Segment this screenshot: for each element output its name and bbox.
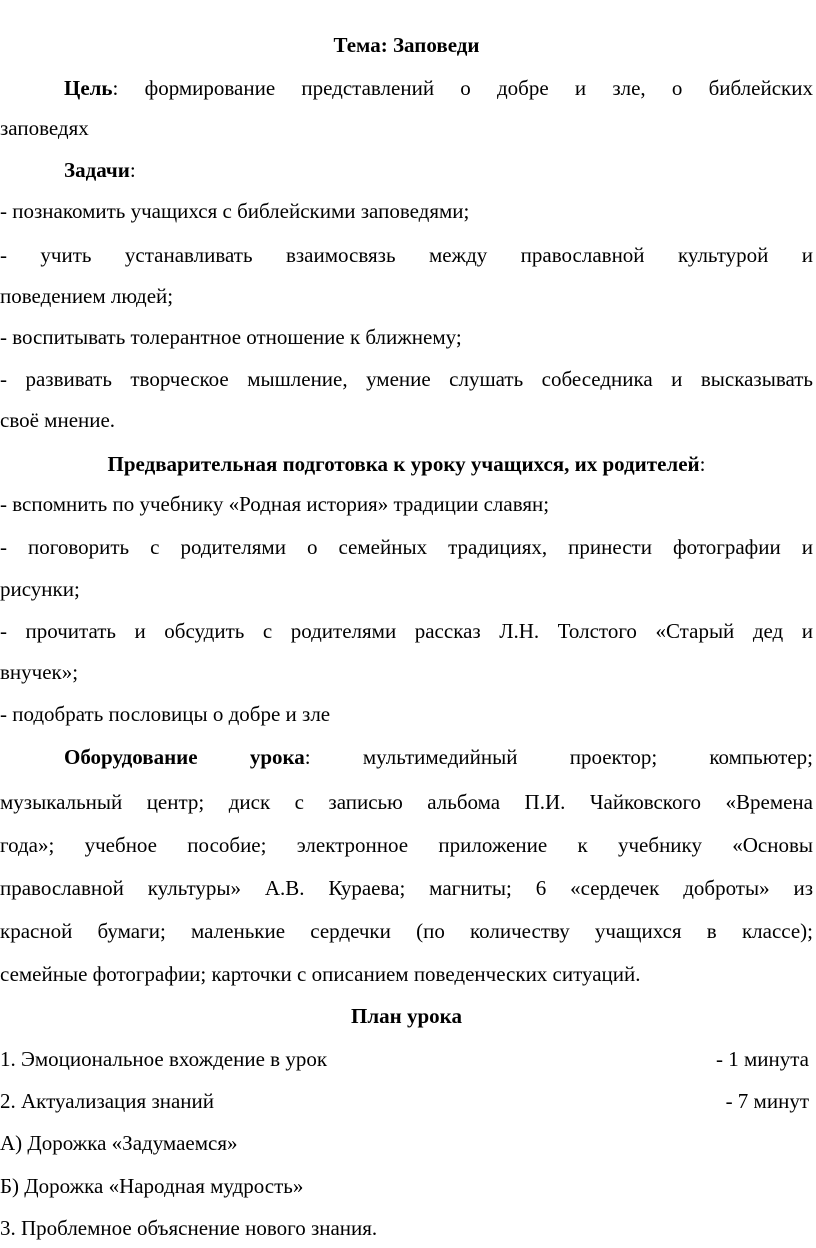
task-item: - воспитывать толерантное отношение к ближнему;: [0, 325, 462, 349]
equipment-label: Оборудование урока: [64, 745, 305, 769]
plan-item: 3. Проблемное объяснение нового знания.: [0, 1216, 378, 1240]
prep-item: - прочитать и обсудить с родителями рассказ Л.Н. Толстого «Старый дед и: [0, 619, 813, 643]
plan-item: А) Дорожка «Задумаемся»: [0, 1131, 238, 1155]
task-item: - познакомить учащихся с библейскими заповедями;: [0, 199, 470, 223]
equipment-text: красной бумаги; маленькие сердечки (по количеству учащихся в классе);: [0, 919, 813, 943]
prep-item-cont: рисунки;: [0, 577, 80, 601]
prep-heading: Предварительная подготовка к уроку учащихся, их родителей:: [107, 452, 706, 476]
plan-item: Б) Дорожка «Народная мудрость»: [0, 1174, 304, 1198]
plan-title: План урока: [351, 1004, 462, 1028]
prep-item: - вспомнить по учебнику «Родная история» традиции славян;: [0, 492, 550, 516]
task-item: - учить устанавливать взаимосвязь между православной культурой и: [0, 243, 813, 267]
tasks-heading: Задачи:: [64, 158, 136, 182]
plan-item-text: 2. Актуализация знаний: [0, 1089, 215, 1113]
task-item: - развивать творческое мышление, умение слушать собеседника и высказывать: [0, 367, 813, 391]
equipment-text: православной культуры» А.В. Кураева; магниты; 6 «сердечек доброты» из: [0, 876, 813, 900]
equipment-line: Оборудование урока: мультимедийный проектор; компьютер;: [64, 745, 813, 769]
equipment-text: семейные фотографии; карточки с описанием поведенческих ситуаций.: [0, 962, 641, 986]
plan-item: [0, 1045, 813, 1073]
equipment-text: музыкальный центр; диск с записью альбома П.И. Чайковского «Времена: [0, 790, 813, 814]
plan-item-time: - 1 минута: [715, 1047, 809, 1071]
equipment-text: года»; учебное пособие; электронное приложение к учебнику «Основы: [0, 833, 813, 857]
prep-item: - подобрать пословицы о добре и зле: [0, 702, 331, 726]
goal-line-cont: заповедях: [0, 116, 89, 140]
goal-line: Цель: формирование представлений о добре и зле, о библейских: [64, 76, 813, 100]
prep-item: - поговорить с родителями о семейных традициях, принести фотографии и: [0, 535, 813, 559]
goal-text: формирование представлений о добре и зле, о библейских: [144, 76, 813, 100]
plan-item-time: - 7 минут: [725, 1089, 809, 1113]
document-title: Тема: Заповеди: [333, 33, 480, 57]
plan-item-text: 1. Эмоциональное вхождение в урок: [0, 1047, 328, 1071]
goal-label: Цель: [64, 76, 113, 100]
prep-item-cont: внучек»;: [0, 660, 79, 684]
plan-item: [0, 1087, 813, 1115]
task-item-cont: своё мнение.: [0, 408, 116, 432]
task-item-cont: поведением людей;: [0, 284, 174, 308]
